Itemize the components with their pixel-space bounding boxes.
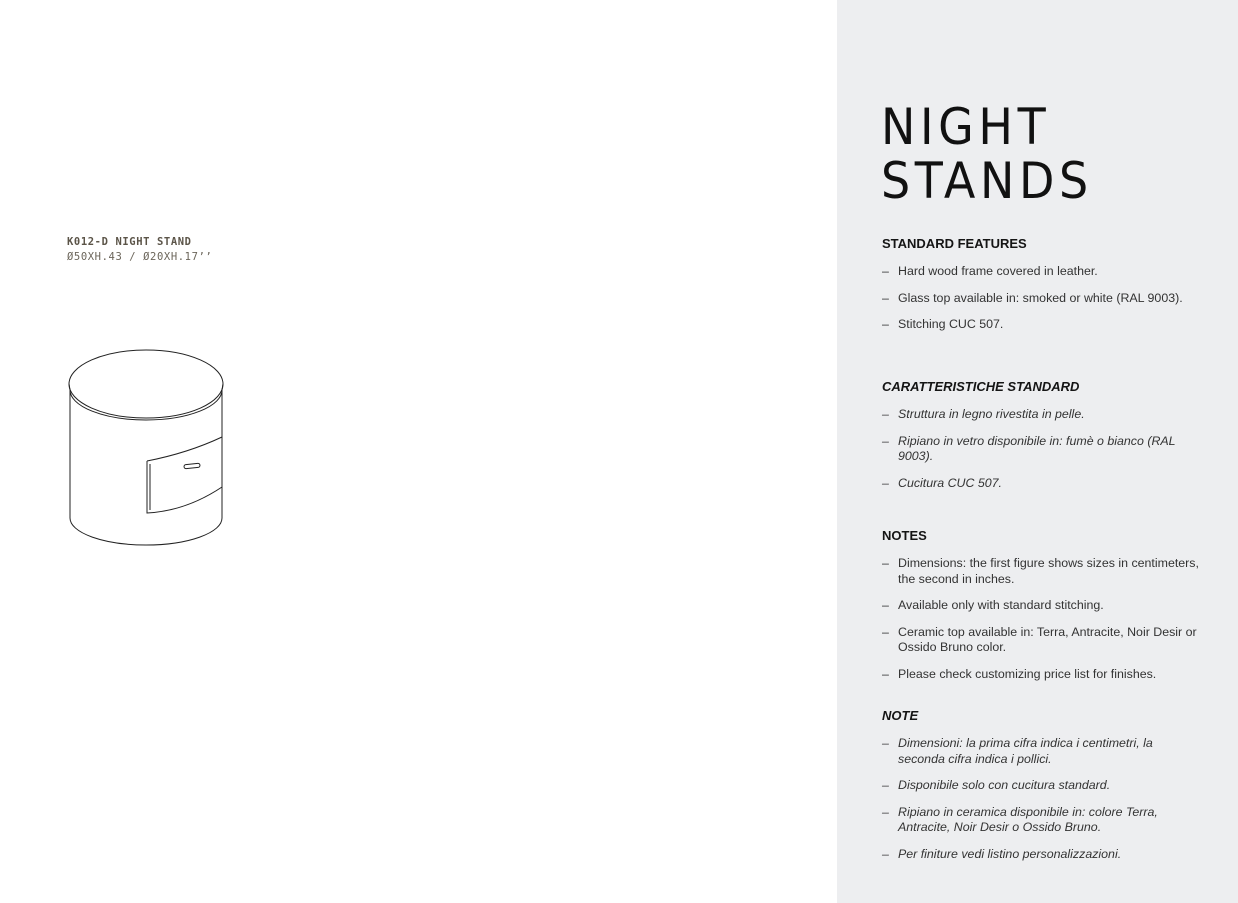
standard-features-section	[882, 236, 1202, 344]
bullet: –	[882, 598, 889, 612]
stand-top-edge	[69, 384, 223, 420]
list-item: – Ripiano in ceramica disponibile in: colore Terra, Antracite, Noir Desir o Ossido Bruno.	[882, 804, 1158, 834]
bullet: –	[882, 264, 889, 278]
product-dimensions: Ø50XH.43 / Ø20XH.17’’	[67, 251, 213, 263]
list-item: – Dimensions: the first figure shows sizes in centimeters, the second in inches.	[882, 556, 1199, 586]
notes-section	[882, 528, 1202, 693]
right-panel	[837, 0, 1238, 903]
list-item: – Ripiano in vetro disponibile in: fumè o bianco (RAL 9003).	[882, 433, 1176, 463]
list-item: – Struttura in legno rivestita in pelle.	[882, 407, 1085, 421]
bullet: –	[882, 475, 889, 490]
list-item: – Disponibile solo con cucitura standard.	[882, 778, 1111, 792]
standard-features-heading: STANDARD FEATURES	[882, 236, 1027, 251]
bullet: –	[882, 433, 889, 448]
list-item: – Stitching CUC 507.	[882, 317, 1004, 331]
list-item: – Per finiture vedi listino personalizzazioni.	[882, 846, 1122, 861]
product-name: K012-D NIGHT STAND	[67, 236, 192, 248]
bullet: –	[882, 407, 889, 421]
list-item: – Hard wood frame covered in leather.	[882, 264, 1098, 278]
drawer-handle	[184, 463, 200, 469]
caratteristiche-heading: CARATTERISTICHE STANDARD	[882, 379, 1080, 394]
title-line-2: STANDS	[881, 152, 1093, 210]
bullet: –	[882, 290, 889, 305]
caratteristiche-section	[882, 379, 1202, 502]
note-it-section	[882, 708, 1202, 873]
bullet: –	[882, 846, 889, 861]
list-item: – Available only with standard stitching.	[882, 598, 1104, 612]
bullet: –	[882, 804, 889, 819]
list-item: – Ceramic top available in: Terra, Antracite, Noir Desir or Ossido Bruno color.	[882, 624, 1197, 654]
bullet: –	[882, 736, 889, 750]
list-item: – Please check customizing price list for finishes.	[882, 666, 1157, 681]
notes-heading: NOTES	[882, 528, 927, 543]
bullet: –	[882, 666, 889, 681]
list-item: – Cucitura CUC 507.	[882, 475, 1002, 490]
stand-drawer	[147, 437, 222, 513]
page-title	[881, 100, 1093, 208]
stand-top	[69, 350, 223, 418]
note-it-heading: NOTE	[882, 708, 919, 723]
bullet: –	[882, 624, 889, 639]
bullet: –	[882, 317, 889, 331]
list-item: – Glass top available in: smoked or white (RAL 9003).	[882, 290, 1183, 305]
bullet: –	[882, 778, 889, 792]
bullet: –	[882, 556, 889, 570]
list-item: – Dimensioni: la prima cifra indica i centimetri, la seconda cifra indica i pollici.	[882, 736, 1153, 766]
title-line-1: NIGHT	[881, 98, 1051, 156]
night-stand-drawing	[60, 343, 232, 553]
